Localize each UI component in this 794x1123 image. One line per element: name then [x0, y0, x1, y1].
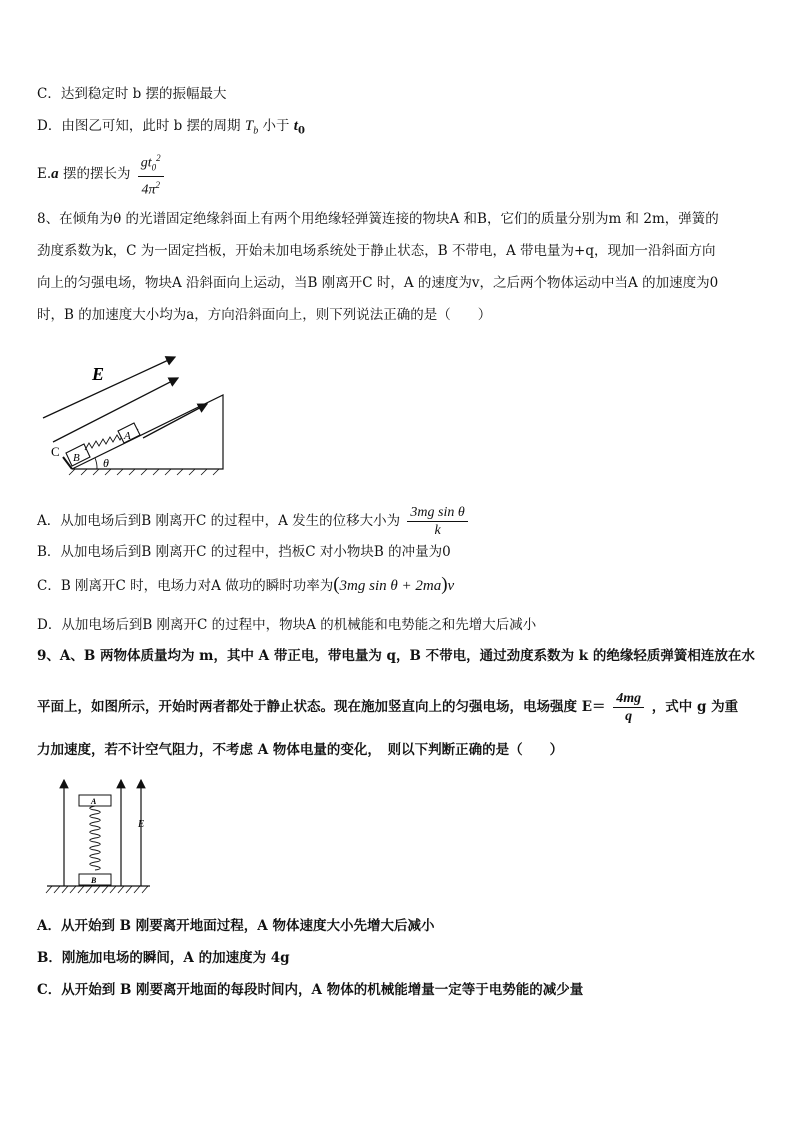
field-line	[53, 378, 178, 442]
q8-stem-line-2: 劲度系数为k，C 为一固定挡板，开始未加电场系统处于静止状态，B 不带电，A 带电量为+q，现加一沿斜面方向	[37, 243, 716, 259]
label-block-a: A	[124, 430, 131, 442]
q7-option-e: E.a 摆的摆长为 $\frac{gt_0^2}{4\pi^2}$	[37, 150, 167, 199]
label-field-e: E	[92, 364, 105, 384]
spring	[90, 806, 101, 870]
label-block-b: B	[73, 452, 80, 464]
q8-incline-figure	[35, 355, 235, 480]
q9-option-c: C．从开始到 B 刚要离开地面的每段时间内，A 物体的机械能增量一定等于电势能的减少量	[37, 982, 584, 998]
q8-stem-line-4: 时，B 的加速度大小均为a，方向沿斜面向上，则下列说法正确的是（ ）	[37, 307, 492, 323]
q9-option-a: A．从开始到 B 刚要离开地面过程，A 物体速度大小先增大后减小	[37, 918, 435, 934]
incline-surface	[72, 395, 223, 469]
label-field-e: E	[138, 819, 145, 830]
q8-stem-line-1: 8、在倾角为θ 的光谱固定绝缘斜面上有两个用绝缘轻弹簧连接的物块A 和B，它们的质量分别为m 和 2m，弹簧的	[37, 211, 719, 227]
label-baffle-c: C	[51, 444, 60, 459]
field-strength-fraction: $\frac{4mg}{q}$	[613, 690, 644, 725]
ground-hatch	[69, 469, 219, 475]
q7-option-d: D．由图乙可知，此时 b 摆的周期 $T_b$ 小于 $t_0$	[37, 118, 305, 137]
field-line	[143, 404, 207, 438]
q8-option-c: C．B 刚离开C 时，电场力对A 做功的瞬时功率为(3mg sin θ + 2ma)v	[37, 574, 455, 595]
displacement-fraction: $\frac{\text{3mg sin θ}}{k}$	[407, 504, 467, 539]
field-line	[43, 357, 175, 418]
pendulum-length-fraction: $\frac{gt_0^2}{4\pi^2}$	[138, 150, 164, 199]
label-block-a: A	[91, 797, 97, 806]
q9-spring-figure	[42, 776, 172, 901]
q8-stem-line-3: 向上的匀强电场，物块A 沿斜面向上运动，当B 刚离开C 时，A 的速度为v，之后两个物体运动中当A 的加速度为0	[37, 275, 719, 291]
label-theta: θ	[103, 456, 109, 470]
q9-stem-line-3: 力加速度，若不计空气阻力，不考虑 A 物体电量的变化， 则以下判断正确的是（ ）	[37, 742, 564, 758]
q8-option-d: D．从加电场后到B 刚离开C 的过程中，物块A 的机械能和电势能之和先增大后减小	[37, 617, 537, 633]
q9-stem-line-1: 9、A、B 两物体质量均为 m，其中 A 带正电，带电量为 q，B 不带电，通过劲度系数为 k 的绝缘轻质弹簧相连放在水	[37, 648, 755, 664]
q9-stem-line-2: 平面上，如图所示，开始时两者都处于静止状态。现在施加竖直向上的匀强电场，电场强度 E＝ $\frac{4mg}{q}$ ，式中 g 为重	[37, 691, 739, 724]
label-block-b: B	[91, 876, 97, 885]
q8-option-b: B．从加电场后到B 刚离开C 的过程中，挡板C 对小物块B 的冲量为0	[37, 544, 451, 560]
q9-option-b: B．刚施加电场的瞬间，A 的加速度为 4g	[37, 950, 290, 966]
q8-option-a: A．从加电场后到B 刚离开C 的过程中，A 发生的位移大小为 $\frac{\text{3mg sin θ}}{k}$	[37, 504, 471, 539]
ground-hatch	[46, 886, 148, 893]
q7-option-c: C．达到稳定时 b 摆的振幅最大	[37, 86, 227, 102]
